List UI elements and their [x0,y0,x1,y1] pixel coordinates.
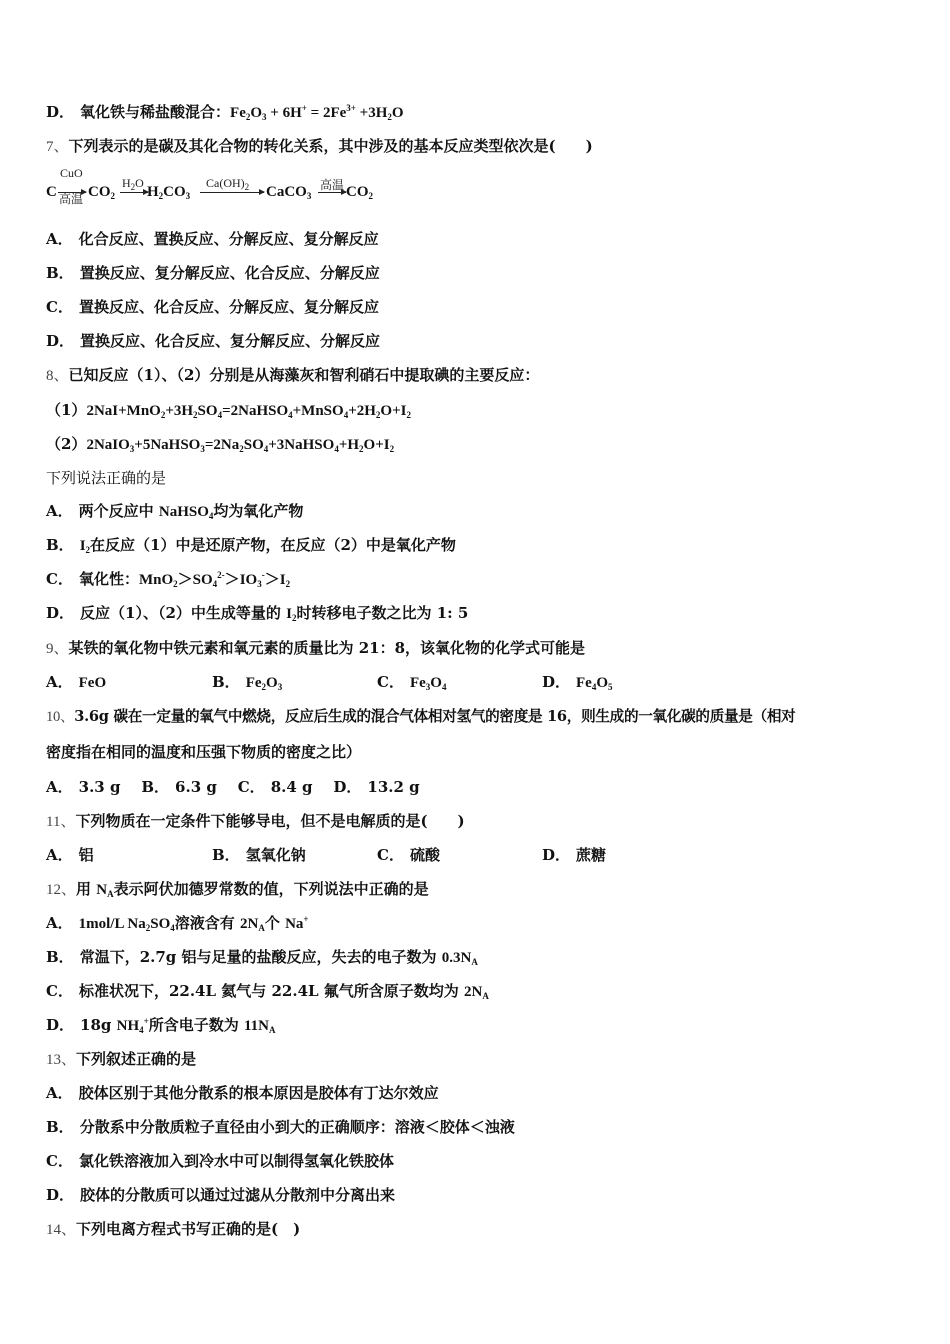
reaction-2 [46,433,394,456]
q7-option-b [46,262,380,284]
option-text: 氢氧化钠 [245,846,306,864]
question-14-stem [46,1218,300,1241]
question-text: 某铁的氧化物中铁元素和氧元素的质量比为 21：8，该氧化物的化学式可能是 [68,639,586,657]
question-text: 已知反应（1）、（2）分别是从海藻灰和智利硝石中提取碘的主要反应： [68,366,540,384]
arrow-label-caoh2: $Ca(OH)_2$ [206,176,250,192]
q10-option-d [333,778,419,796]
q13-option-a [46,1082,439,1104]
option-text: 标准状况下，22.4L 氦气与 22.4L 氟气所含原子数均为 $2N_A$ [78,982,489,1001]
question-13-stem [46,1048,196,1071]
species-co2: $CO_2$ [346,184,373,201]
option-text: 氧化铁与稀盐酸混合： [80,103,231,121]
chem-equation: $2NaIO_3+5NaHSO_3=2Na_2SO_4+3NaHSO_4+H_2O+I_2$ [86,437,395,454]
question-number: 7、 [46,139,69,155]
species-h2co3: $H_2CO_3$ [147,184,191,201]
q10-option-a [46,778,120,796]
option-letter: C． [46,1152,73,1170]
q8-option-a [46,500,303,523]
option-letter: A． [46,914,73,932]
option-text: $Fe_3O_4$ [409,675,447,692]
question-number: 14、 [46,1222,77,1238]
question-text: 下列电离方程式书写正确的是( ) [76,1220,301,1238]
option-text: $Fe_2O_3$ [245,675,283,692]
q13-option-b [46,1116,515,1138]
option-text: 胶体区别于其他分散系的根本原因是胶体有丁达尔效应 [78,1084,439,1102]
reaction-arrow [318,192,346,193]
option-text: 蔗糖 [576,846,607,864]
option-letter: B． [46,948,74,966]
option-letter: D． [542,673,571,691]
q7-option-c [46,296,379,318]
q11-option-c [377,844,440,866]
chem-equation: $Fe_2O_3 + 6H^+ = 2Fe^{3+} +3H_2O$ [230,103,404,122]
q10-options [46,776,420,798]
option-letter: B． [46,264,74,282]
question-number: 9、 [46,641,69,657]
option-text: 1mol/L $Na_2SO_4$溶液含有 $2N_A$个 Na+ [78,914,309,933]
arrow-label-high-temp: 高温 [320,178,345,192]
q9-options [46,671,906,693]
q11-option-d [542,844,606,866]
option-letter: C． [377,846,404,864]
option-text: 置换反应、化合反应、分解反应、复分解反应 [78,298,379,316]
option-letter: D． [46,103,75,121]
option-letter: A． [46,502,73,520]
option-letter: C． [46,298,73,316]
arrow-label-high-temp: 高温 [59,192,84,206]
question-number: 11、 [46,814,76,830]
option-text: 反应（1）、（2）中生成等量的 $I_2$时转移电子数之比为 1: 5 [80,604,469,623]
q12-option-c [46,980,489,1003]
q8-option-b [46,534,456,557]
option-text: 氧化性：$MnO_2>SO_4^{2-}>IO_3^->I_2$ [78,570,291,589]
option-letter: B． [46,1118,74,1136]
option-text: 置换反应、复分解反应、化合反应、分解反应 [79,264,380,282]
option-letter: A． [46,230,73,248]
arrow-label-h2o: $H_2O$ [122,176,144,192]
option-letter: A． [46,846,73,864]
species-co2: $CO_2$ [88,184,115,201]
reaction-arrow [200,192,264,193]
question-number: 13、 [46,1052,77,1068]
option-text: 硫酸 [409,846,440,864]
option-letter: D． [46,1186,75,1204]
arrow-label-cuo: CuO [60,166,83,180]
option-letter: C． [377,673,404,691]
q11-option-a [46,844,94,866]
option-text: 两个反应中 NaHSO$_4$均为氧化产物 [78,502,304,521]
option-letter: D． [542,846,571,864]
q11-option-b [212,844,306,866]
option-text: 常温下，2.7g 铝与足量的盐酸反应，失去的电子数为 $0.3N_A$ [79,948,478,967]
option-letter: B． [212,846,240,864]
question-text: 3.6g 碳在一定量的氧气中燃烧，反应后生成的混合气体相对氢气的密度是 16，则生成的一氧化碳的质量是（相对 [74,708,796,725]
question-text: 下列叙述正确的是 [76,1050,197,1068]
reaction-arrow [120,192,148,193]
option-text: $I_2$在反应（1）中是还原产物，在反应（2）中是氧化产物 [79,536,456,555]
reaction-label: （2） [46,435,87,453]
option-text: 分散系中分散质粒子直径由小到大的正确顺序：溶液＜胶体＜浊液 [79,1118,515,1136]
species-c: C [46,184,57,200]
option-letter: D． [333,778,362,796]
option-letter: D． [46,604,75,622]
question-12-stem [46,878,429,901]
question-10-stem [46,706,795,728]
option-text: 铝 [78,846,94,864]
q8-option-c [46,568,290,591]
chem-equation: $2NaI+MnO_2+3H_2SO_4=2NaHSO_4+MnSO_4+2H_2O+I_2$ [86,403,411,420]
q10-option-c [238,778,313,796]
q13-option-c [46,1150,394,1172]
option-letter: A． [46,778,73,796]
q10-option-b [141,778,217,796]
option-text: 化合反应、置换反应、分解反应、复分解反应 [78,230,379,248]
q6-option-d [46,101,404,124]
option-letter: A． [46,673,73,691]
option-letter: B． [141,778,170,796]
option-letter: B． [212,673,240,691]
q9-option-a [46,671,106,694]
q7-option-d [46,330,380,352]
option-text: $Fe_4O_5$ [576,675,613,692]
q12-option-a [46,912,309,935]
species-caco3: CaCO$_3$ [266,184,312,201]
option-text: 置换反应、化合反应、复分解反应、分解反应 [80,332,381,350]
option-text: 3.3 g [78,778,121,796]
question-9-stem [46,637,585,660]
option-text: 氯化铁溶液加入到冷水中可以制得氢氧化铁胶体 [78,1152,394,1170]
question-text: 下列表示的是碳及其化合物的转化关系，其中涉及的基本反应类型依次是( ) [68,137,593,155]
option-letter: B． [46,536,74,554]
question-7-stem [46,135,593,158]
q9-option-d [542,671,613,694]
q12-option-b [46,946,478,969]
option-letter: C． [46,570,73,588]
option-text: 6.3 g [175,778,217,796]
option-text: FeO [78,675,107,691]
option-letter: C． [46,982,73,1000]
reaction-1 [46,399,411,422]
q9-option-c [377,671,446,694]
option-letter: C． [237,778,265,796]
q8-option-d [46,602,468,625]
q12-option-d [46,1014,276,1037]
q13-option-d [46,1184,395,1206]
question-10-stem-cont: 密度指在相同的温度和压强下物质的密度之比） [46,743,362,761]
option-letter: A． [46,1084,73,1102]
question-number: 8、 [46,368,69,384]
question-text: 用 $N_A$表示阿伏加德罗常数的值，下列说法中正确的是 [76,880,429,899]
option-text: 18g $NH_4^+$所含电子数为 $11N_A$ [80,1016,276,1035]
question-8-stem [46,364,539,387]
question-number: 12、 [46,882,77,898]
reaction-label: （1） [46,401,87,419]
option-text: 13.2 g [367,778,420,796]
q11-options [46,844,906,866]
q8-prompt: 下列说法正确的是 [46,469,167,487]
question-number: 10、 [46,709,75,725]
question-11-stem [46,810,465,833]
option-text: 胶体的分散质可以通过过滤从分散剂中分离出来 [80,1186,396,1204]
question-text: 下列物质在一定条件下能够导电，但不是电解质的是( ) [75,812,465,830]
option-text: 8.4 g [270,778,313,796]
option-letter: D． [46,1016,75,1034]
option-letter: D． [46,332,75,350]
q7-option-a [46,228,379,250]
q9-option-b [212,671,282,694]
